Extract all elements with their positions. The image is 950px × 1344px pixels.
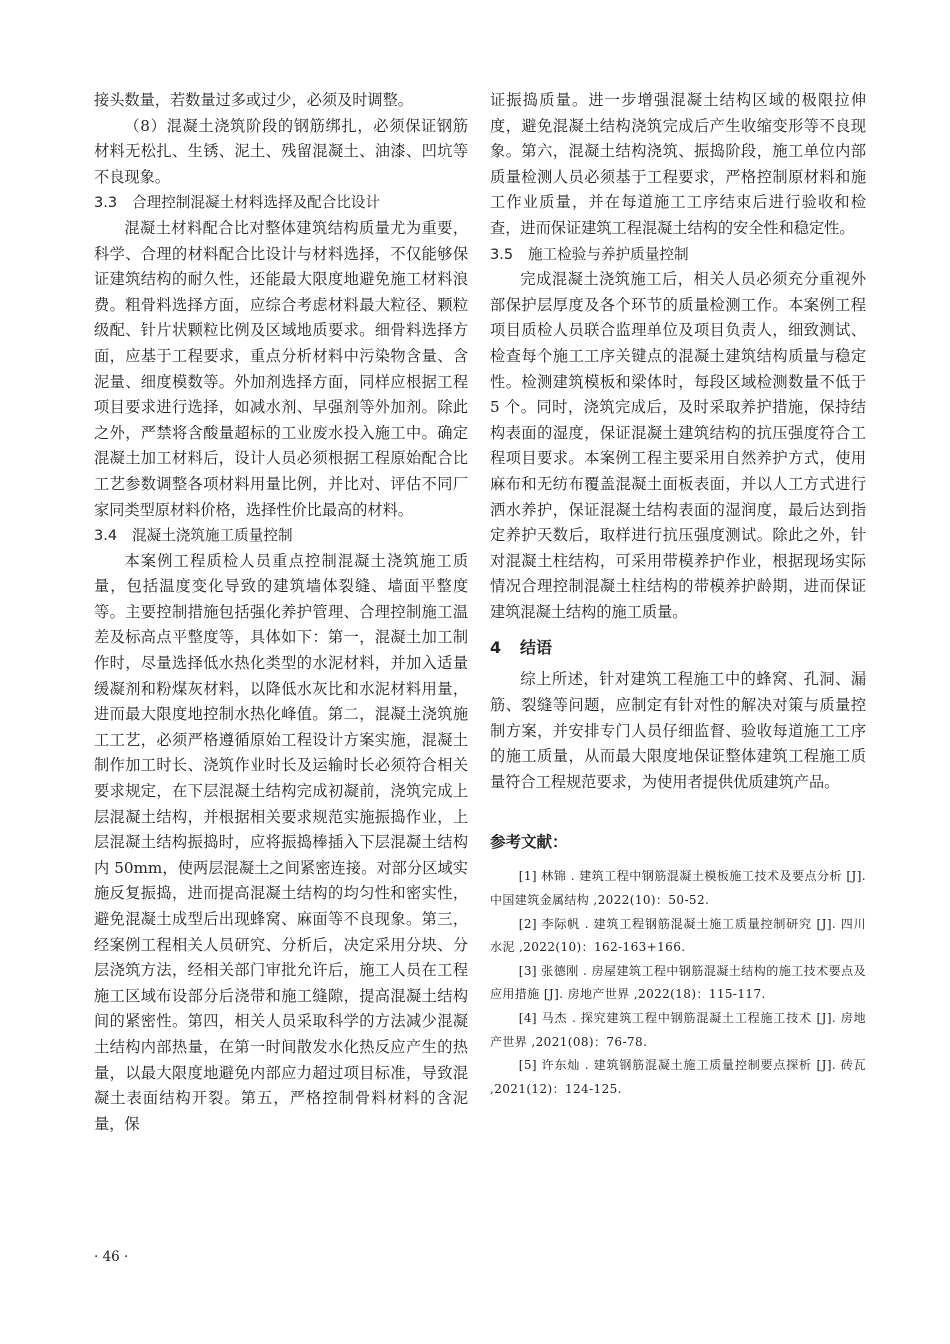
references-heading: 参考文献：: [490, 833, 568, 852]
reference-item: [1] 林锦 . 建筑工程中钢筋混凝土模板施工技术及要点分析 [J]. 中国建筑金属结构 ,2022(10)：50-52.: [490, 869, 866, 908]
paragraph: 接头数量，若数量过多或过少，必须及时调整。: [94, 91, 413, 109]
paragraph: 证振捣质量。进一步增强混凝土结构区域的极限拉伸度，避免混凝土结构浇筑完成后产生收缩变形等不良现象。第六，混凝土结构浇筑、振捣阶段，施工单位内部质量检测人员必须基于工程要求，严格控制原材料和施工作业质量，并在每道施工工序结束后进行验收和检查，进而保证建筑工程混凝土结构的安全性和稳定性。: [490, 91, 866, 237]
paragraph: 完成混凝土浇筑施工后，相关人员必须充分重视外部保护层厚度及各个环节的质量检测工作。本案例工程项目质检人员联合监理单位及项目负责人，细致测试、检查每个施工工序关键点的混凝土建筑结构质量与稳定性。检测建筑模板和梁体时，每段区域检测数量不低于 5 个。同时，浇筑完成后，及时采取养护措施，保持结构表面的湿度，保证混凝土建筑结构的抗压强度符合工程项目要求。本案例工程主要采用自然养护方式，使用麻布和无纺布覆盖混凝土面板表面，并以人工方式进行洒水养护，保证混凝土结构表面的湿润度，最后达到指定养护天数后，取样进行抗压强度测试。除此之外，针对混凝土柱结构，可采用带模养护作业，根据现场实际情况合理控制混凝土柱结构的带模养护龄期，进而保证建筑混凝土结构的施工质量。: [490, 270, 866, 621]
page-number: · 46 ·: [94, 1249, 129, 1265]
section-number: 4: [490, 638, 502, 658]
paragraph: （8）混凝土浇筑阶段的钢筋绑扎，必须保证钢筋材料无松扎、生锈、泥土、残留混凝土、油漆、凹坑等不良现象。: [94, 116, 468, 186]
section-number: 3.3: [94, 194, 118, 212]
section-number: 3.4: [94, 527, 118, 545]
paragraph: 本案例工程质检人员重点控制混凝土浇筑施工质量，包括温度变化导致的建筑墙体裂缝、墙面平整度等。主要控制措施包括强化养护管理、合理控制施工温差及标高点平整度等，具体如下：第一，混凝土加工制作时，尽量选择低水热化类型的水泥材料，并加入适量缓凝剂和粉煤灰材料，以降低水灰比和水泥材料用量，进而最大限度地控制水热化峰值。第二，混凝土浇筑施工工艺，必须严格遵循原始工程设计方案实施，混凝土制作加工时长、浇筑作业时长及运输时长必须符合相关要求规定，在下层混凝土结构完成初凝前，浇筑完成上层混凝土结构，并根据相关要求规范实施振捣作业，上层混凝土结构振捣时，应将振捣棒插入下层混凝土结构内 50mm，使两层混凝土之间紧密连接。对部分区域实施反复振捣，进而提高混凝土结构的均匀性和密实性，避免混凝土成型后出现蜂窝、麻面等不良现象。第三，经案例工程相关人员研究、分析后，决定采用分块、分层浇筑方法，经相关部门审批允许后，施工人员在工程施工区域布设部分后浇带和施工缝隙，提高混凝土结构间的紧密性。第四，相关人员采取科学的方法减少混凝土结构内部热量，在第一时间散发水化热反应产生的热量，以最大限度地避免内部应力超过项目标准，导致混凝土表面结构开裂。第五，严格控制骨料材料的含泥量，保: [94, 551, 468, 1133]
section-title: 混凝土浇筑施工质量控制: [132, 527, 293, 545]
section-title: 施工检验与养护质量控制: [528, 245, 689, 263]
section-title: 结语: [520, 638, 553, 658]
section-heading-3-4: [94, 523, 468, 549]
reference-item: [3] 张德刚 . 房屋建筑工程中钢筋混凝土结构的施工技术要点及应用措施 [J]. 房地产世界 ,2022(18)：115-117.: [490, 963, 866, 1002]
section-heading-3-5: [490, 242, 866, 268]
section-heading-3-3: [94, 190, 468, 216]
paragraph: 综上所述，针对建筑工程施工中的蜂窝、孔洞、漏筋、裂缝等问题，应制定有针对性的解决对策与质量控制方案，并安排专门人员仔细监督、验收每道施工工序的施工质量，从而最大限度地保证整体建筑工程施工质量符合工程规范要求，为使用者提供优质建筑产品。: [490, 670, 866, 791]
paragraph: 混凝土材料配合比对整体建筑结构质量尤为重要，科学、合理的材料配合比设计与材料选择，不仅能够保证建筑结构的耐久性，还能最大限度地避免施工材料浪费。粗骨料选择方面，应综合考虑材料最大粒径、颗粒级配、针片状颗粒比例及区域地质要求。细骨料选择方面，应基于工程要求，重点分析材料中污染物含量、含泥量、细度模数等。外加剂选择方面，同样应根据工程项目要求进行选择，如减水剂、早强剂等外加剂。除此之外，严禁将含酸量超标的工业废水投入施工中。确定混凝土加工材料后，设计人员必须根据工程原始配合比工艺参数调整各项材料用量比例，并比对、评估不同厂家同类型原材料价格，选择性价比最高的材料。: [94, 218, 468, 519]
section-heading-4: [490, 635, 866, 661]
reference-item: [2] 李际帆 . 建筑工程钢筋混凝土施工质量控制研究 [J]. 四川水泥 ,2022(10)：162-163+166.: [490, 916, 866, 955]
section-number: 3.5: [490, 245, 514, 263]
left-column: [94, 88, 468, 1137]
reference-item: [4] 马杰 . 探究建筑工程中钢筋混凝土工程施工技术 [J]. 房地产世界 ,2021(08)：76-78.: [490, 1011, 866, 1049]
reference-list: [490, 865, 866, 1101]
reference-item: [5] 许东灿 . 建筑钢筋混凝土施工质量控制要点探析 [J]. 砖瓦 ,2021(12)：124-125.: [490, 1058, 866, 1096]
right-column: [490, 88, 866, 1101]
section-title: 合理控制混凝土材料选择及配合比设计: [132, 194, 381, 212]
